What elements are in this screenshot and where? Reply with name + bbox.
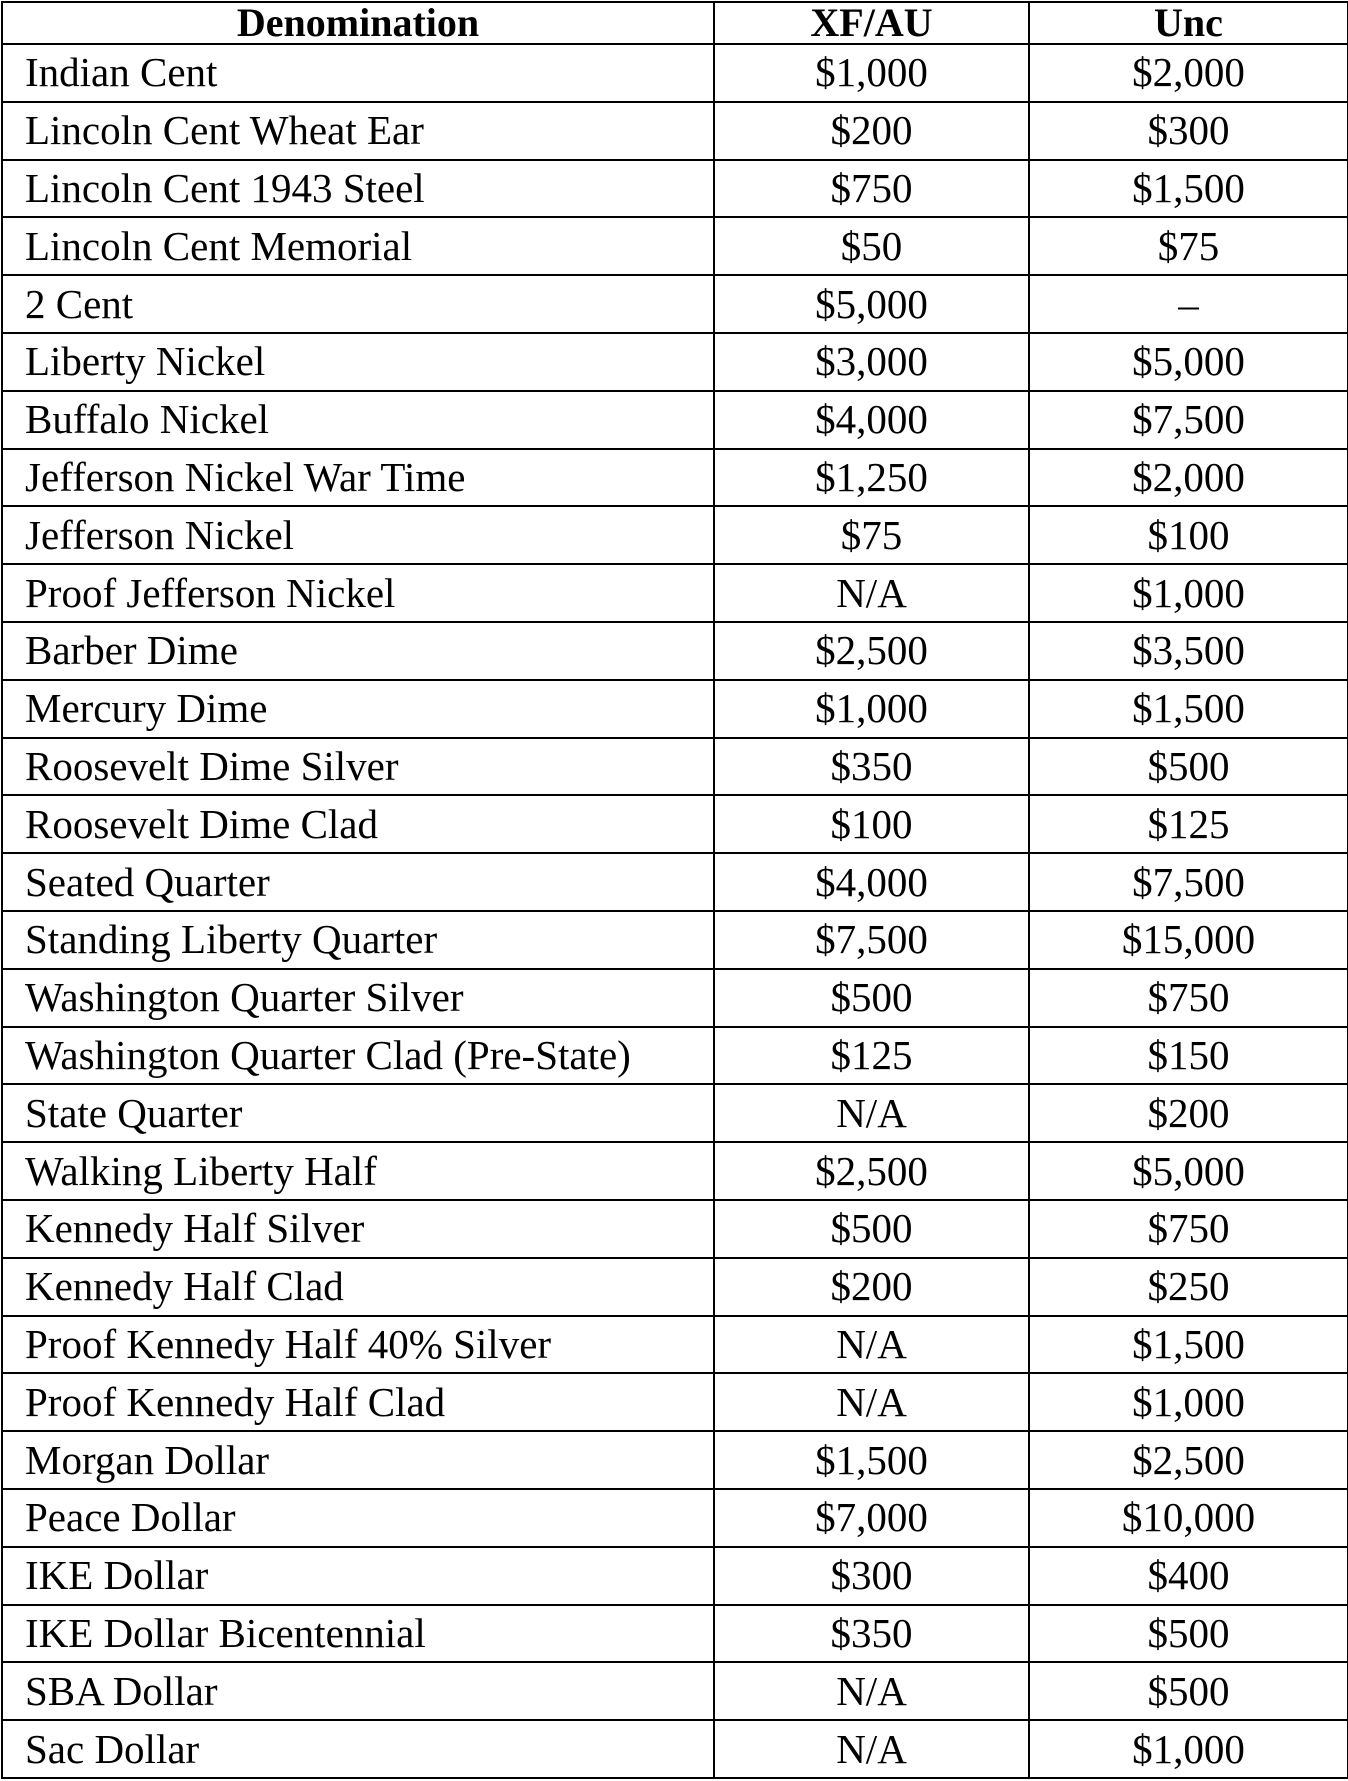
- table-row: [2, 564, 1348, 622]
- header-xf-au: XF/AU: [714, 2, 1029, 44]
- cell-xf-au: $1,500: [714, 1431, 1029, 1489]
- table-row: [2, 969, 1348, 1027]
- cell-unc: $75: [1029, 217, 1348, 275]
- table-row: [2, 1316, 1348, 1374]
- cell-xf-au: N/A: [714, 1373, 1029, 1431]
- cell-unc: $125: [1029, 795, 1348, 853]
- table-row: [2, 1027, 1348, 1085]
- header-row: [2, 2, 1348, 44]
- cell-denomination: Peace Dollar: [2, 1489, 714, 1547]
- cell-unc: –: [1029, 275, 1348, 333]
- cell-denomination: IKE Dollar Bicentennial: [2, 1605, 714, 1663]
- cell-unc: $750: [1029, 969, 1348, 1027]
- cell-denomination: Lincoln Cent 1943 Steel: [2, 160, 714, 218]
- table-row: [2, 217, 1348, 275]
- cell-denomination: Proof Kennedy Half Clad: [2, 1373, 714, 1431]
- cell-xf-au: $350: [714, 1605, 1029, 1663]
- cell-denomination: Jefferson Nickel War Time: [2, 449, 714, 507]
- table-header: [2, 2, 1348, 44]
- cell-denomination: Proof Jefferson Nickel: [2, 564, 714, 622]
- cell-denomination: Walking Liberty Half: [2, 1142, 714, 1200]
- table-row: [2, 44, 1348, 102]
- table-row: [2, 275, 1348, 333]
- cell-xf-au: $200: [714, 1258, 1029, 1316]
- cell-unc: $2,000: [1029, 449, 1348, 507]
- cell-denomination: Standing Liberty Quarter: [2, 911, 714, 969]
- table-row: [2, 738, 1348, 796]
- cell-xf-au: $500: [714, 969, 1029, 1027]
- cell-xf-au: N/A: [714, 564, 1029, 622]
- cell-unc: $300: [1029, 102, 1348, 160]
- table-row: [2, 1547, 1348, 1605]
- coin-value-table: [1, 1, 1348, 1779]
- cell-denomination: Morgan Dollar: [2, 1431, 714, 1489]
- cell-unc: $7,500: [1029, 853, 1348, 911]
- cell-xf-au: $7,500: [714, 911, 1029, 969]
- cell-denomination: Seated Quarter: [2, 853, 714, 911]
- cell-unc: $5,000: [1029, 333, 1348, 391]
- cell-xf-au: $1,000: [714, 44, 1029, 102]
- cell-unc: $500: [1029, 738, 1348, 796]
- cell-unc: $1,500: [1029, 1316, 1348, 1374]
- table-row: [2, 1142, 1348, 1200]
- cell-unc: $10,000: [1029, 1489, 1348, 1547]
- cell-unc: $750: [1029, 1200, 1348, 1258]
- cell-xf-au: N/A: [714, 1720, 1029, 1778]
- table-row: [2, 795, 1348, 853]
- cell-unc: $400: [1029, 1547, 1348, 1605]
- cell-xf-au: $2,500: [714, 1142, 1029, 1200]
- cell-unc: $150: [1029, 1027, 1348, 1085]
- cell-xf-au: $2,500: [714, 622, 1029, 680]
- cell-denomination: Buffalo Nickel: [2, 391, 714, 449]
- table-row: [2, 102, 1348, 160]
- cell-unc: $7,500: [1029, 391, 1348, 449]
- cell-xf-au: $300: [714, 1547, 1029, 1605]
- cell-denomination: Lincoln Cent Memorial: [2, 217, 714, 275]
- cell-unc: $100: [1029, 506, 1348, 564]
- cell-xf-au: N/A: [714, 1084, 1029, 1142]
- cell-xf-au: $125: [714, 1027, 1029, 1085]
- cell-denomination: Washington Quarter Silver: [2, 969, 714, 1027]
- cell-xf-au: $3,000: [714, 333, 1029, 391]
- cell-unc: $2,500: [1029, 1431, 1348, 1489]
- cell-xf-au: $500: [714, 1200, 1029, 1258]
- cell-denomination: Liberty Nickel: [2, 333, 714, 391]
- table-row: [2, 1373, 1348, 1431]
- cell-denomination: Indian Cent: [2, 44, 714, 102]
- cell-denomination: 2 Cent: [2, 275, 714, 333]
- cell-denomination: SBA Dollar: [2, 1662, 714, 1720]
- cell-unc: $1,500: [1029, 680, 1348, 738]
- table-row: [2, 1084, 1348, 1142]
- cell-unc: $2,000: [1029, 44, 1348, 102]
- cell-unc: $1,000: [1029, 1373, 1348, 1431]
- cell-unc: $5,000: [1029, 1142, 1348, 1200]
- table-row: [2, 1489, 1348, 1547]
- table-body: [2, 44, 1348, 1778]
- cell-denomination: IKE Dollar: [2, 1547, 714, 1605]
- cell-xf-au: $75: [714, 506, 1029, 564]
- cell-xf-au: N/A: [714, 1662, 1029, 1720]
- cell-unc: $500: [1029, 1662, 1348, 1720]
- table-row: [2, 449, 1348, 507]
- table-row: [2, 1605, 1348, 1663]
- table-row: [2, 1720, 1348, 1778]
- table-row: [2, 680, 1348, 738]
- cell-unc: $3,500: [1029, 622, 1348, 680]
- cell-denomination: Proof Kennedy Half 40% Silver: [2, 1316, 714, 1374]
- cell-xf-au: N/A: [714, 1316, 1029, 1374]
- cell-denomination: Kennedy Half Silver: [2, 1200, 714, 1258]
- cell-denomination: Jefferson Nickel: [2, 506, 714, 564]
- cell-unc: $500: [1029, 1605, 1348, 1663]
- cell-denomination: Roosevelt Dime Clad: [2, 795, 714, 853]
- cell-xf-au: $1,000: [714, 680, 1029, 738]
- cell-xf-au: $1,250: [714, 449, 1029, 507]
- cell-denomination: Roosevelt Dime Silver: [2, 738, 714, 796]
- table-row: [2, 911, 1348, 969]
- cell-unc: $200: [1029, 1084, 1348, 1142]
- cell-denomination: Barber Dime: [2, 622, 714, 680]
- table-row: [2, 853, 1348, 911]
- cell-denomination: Mercury Dime: [2, 680, 714, 738]
- cell-xf-au: $5,000: [714, 275, 1029, 333]
- cell-unc: $15,000: [1029, 911, 1348, 969]
- cell-xf-au: $750: [714, 160, 1029, 218]
- cell-unc: $1,000: [1029, 564, 1348, 622]
- table-row: [2, 391, 1348, 449]
- cell-denomination: Sac Dollar: [2, 1720, 714, 1778]
- table-row: [2, 1431, 1348, 1489]
- cell-xf-au: $100: [714, 795, 1029, 853]
- cell-xf-au: $4,000: [714, 391, 1029, 449]
- cell-xf-au: $350: [714, 738, 1029, 796]
- cell-denomination: State Quarter: [2, 1084, 714, 1142]
- cell-xf-au: $7,000: [714, 1489, 1029, 1547]
- cell-denomination: Lincoln Cent Wheat Ear: [2, 102, 714, 160]
- table-row: [2, 1200, 1348, 1258]
- cell-denomination: Kennedy Half Clad: [2, 1258, 714, 1316]
- header-denomination: Denomination: [2, 2, 714, 44]
- header-unc: Unc: [1029, 2, 1348, 44]
- table-row: [2, 333, 1348, 391]
- table-row: [2, 1662, 1348, 1720]
- table-row: [2, 506, 1348, 564]
- cell-unc: $250: [1029, 1258, 1348, 1316]
- cell-unc: $1,500: [1029, 160, 1348, 218]
- table-row: [2, 160, 1348, 218]
- table-row: [2, 622, 1348, 680]
- cell-xf-au: $200: [714, 102, 1029, 160]
- cell-xf-au: $50: [714, 217, 1029, 275]
- cell-denomination: Washington Quarter Clad (Pre-State): [2, 1027, 714, 1085]
- cell-unc: $1,000: [1029, 1720, 1348, 1778]
- cell-xf-au: $4,000: [714, 853, 1029, 911]
- table-row: [2, 1258, 1348, 1316]
